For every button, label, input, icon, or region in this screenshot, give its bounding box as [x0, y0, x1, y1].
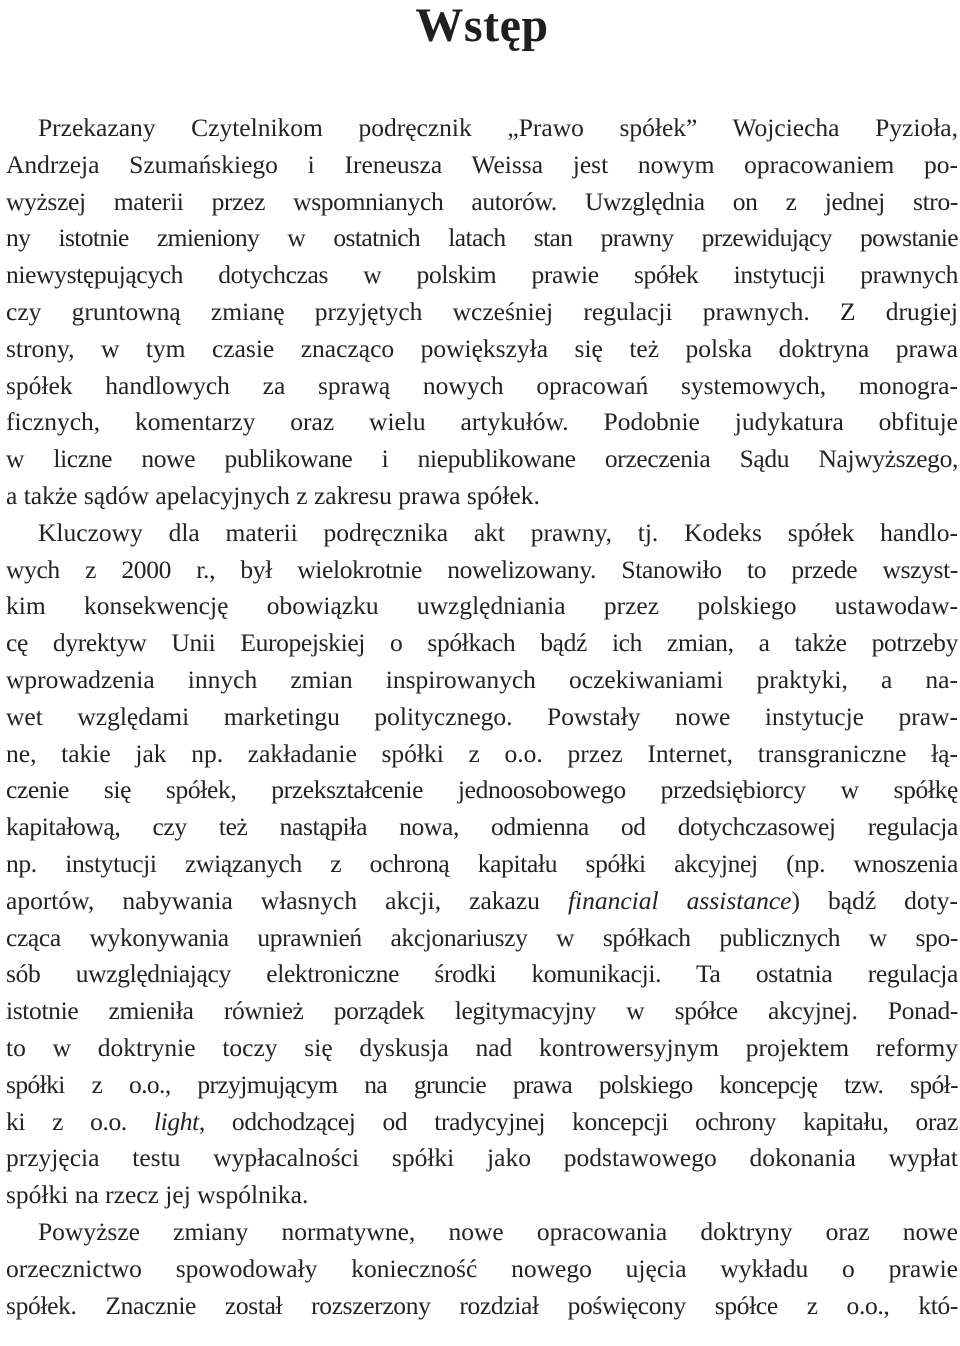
text-line: to w doktrynie toczy się dyskusja nad kontrowersyjnym projektem reformy — [6, 1032, 958, 1062]
text-line: kim konsekwencję obowiązku uwzględniania przez polskiego ustawodaw- — [6, 591, 958, 621]
text-line: ficznych, komentarzy oraz wielu artykułów. Podobnie judykatura obfituje — [6, 407, 958, 437]
text-line: w liczne nowe publikowane i niepublikowane orzeczenia Sądu Najwyższego, — [6, 444, 958, 474]
text-segment: ki z o.o. — [6, 1106, 154, 1136]
text-line: np. instytucji związanych z ochroną kapitału spółki akcyjnej (np. wnoszenia — [6, 848, 958, 878]
text-line-with-italic — [6, 883, 958, 920]
text-line: wprowadzenia innych zmian inspirowanych oczekiwaniami praktyki, a na- — [6, 664, 958, 694]
text-line: istotnie zmieniła również porządek legitymacyjny w spółce akcyjnej. Ponad- — [6, 996, 958, 1026]
text-line: wych z 2000 r., był wielokrotnie nowelizowany. Stanowiło to przede wszyst- — [6, 554, 958, 584]
text-line: spółek handlowych za sprawą nowych opracowań systemowych, monogra- — [6, 370, 958, 400]
text-segment: aportów, nabywania własnych akcji, zakazu — [6, 885, 568, 915]
italic-term: financial assistance — [567, 885, 792, 915]
text-line: strony, w tym czasie znacząco powiększyła się też polska doktryna prawa — [6, 333, 958, 363]
text-line: cę dyrektyw Unii Europejskiej o spółkach bądź ich zmian, a także potrzeby — [6, 628, 958, 658]
text-line-with-italic — [6, 1104, 958, 1141]
text-line: sób uwzględniający elektroniczne środki komunikacji. Ta ostatnia regulacja — [6, 959, 958, 989]
text-line: spółki na rzecz jej wspólnika. — [6, 1180, 309, 1210]
text-line: wet względami marketingu politycznego. Powstały nowe instytucje praw- — [6, 701, 958, 731]
text-line: ne, takie jak np. zakładanie spółki z o.o. przez Internet, transgraniczne łą- — [6, 738, 958, 768]
text-line: ny istotnie zmieniony w ostatnich latach stan prawny przewidujący powstanie — [6, 223, 958, 253]
text-line: Przekazany Czytelnikom podręcznik „Prawo spółek” Wojciecha Pyzioła, — [38, 113, 958, 142]
text-line: cząca wykonywania uprawnień akcjonariuszy w spółkach publicznych w spo- — [6, 922, 958, 952]
text-line: Kluczowy dla materii podręcznika akt prawny, tj. Kodeks spółek handlo- — [38, 517, 958, 547]
page-title: Wstęp — [415, 0, 549, 52]
text-line: niewystępujących dotychczas w polskim prawie spółek instytucji prawnych — [6, 260, 958, 290]
text-line: czenie się spółek, przekształcenie jednoosobowego przedsiębiorcy w spółkę — [6, 775, 958, 805]
text-line: wyższej materii przez wspomnianych autorów. Uwzględnia on z jednej stro- — [6, 186, 958, 216]
text-line: Powyższe zmiany normatywne, nowe opracowania doktryny oraz nowe — [38, 1216, 958, 1246]
text-line: spółki z o.o., przyjmującym na gruncie prawa polskiego koncepcję tzw. spół- — [6, 1069, 958, 1099]
text-line: kapitałową, czy też nastąpiła nowa, odmienna od dotychczasowej regulacja — [6, 812, 958, 842]
text-line: przyjęcia testu wypłacalności spółki jako podstawowego dokonania wypłat — [6, 1143, 958, 1173]
text-segment: , odchodzącej od tradycyjnej koncepcji ochrony kapitału, oraz — [198, 1106, 958, 1136]
body-text — [6, 110, 958, 1324]
text-line: Andrzeja Szumańskiego i Ireneusza Weissa jest nowym opracowaniem po- — [6, 149, 958, 179]
text-line: orzecznictwo spowodowały konieczność nowego ujęcia wykładu o prawie — [6, 1253, 958, 1283]
italic-term: light — [153, 1106, 199, 1136]
text-segment: ) bądź doty- — [791, 885, 958, 915]
text-line: spółek. Znacznie został rozszerzony rozdział poświęcony spółce z o.o., któ- — [6, 1290, 958, 1320]
text-line: a także sądów apelacyjnych z zakresu prawa spółek. — [6, 480, 540, 510]
text-line: czy gruntowną zmianę przyjętych wcześniej regulacji prawnych. Z drugiej — [6, 296, 958, 326]
